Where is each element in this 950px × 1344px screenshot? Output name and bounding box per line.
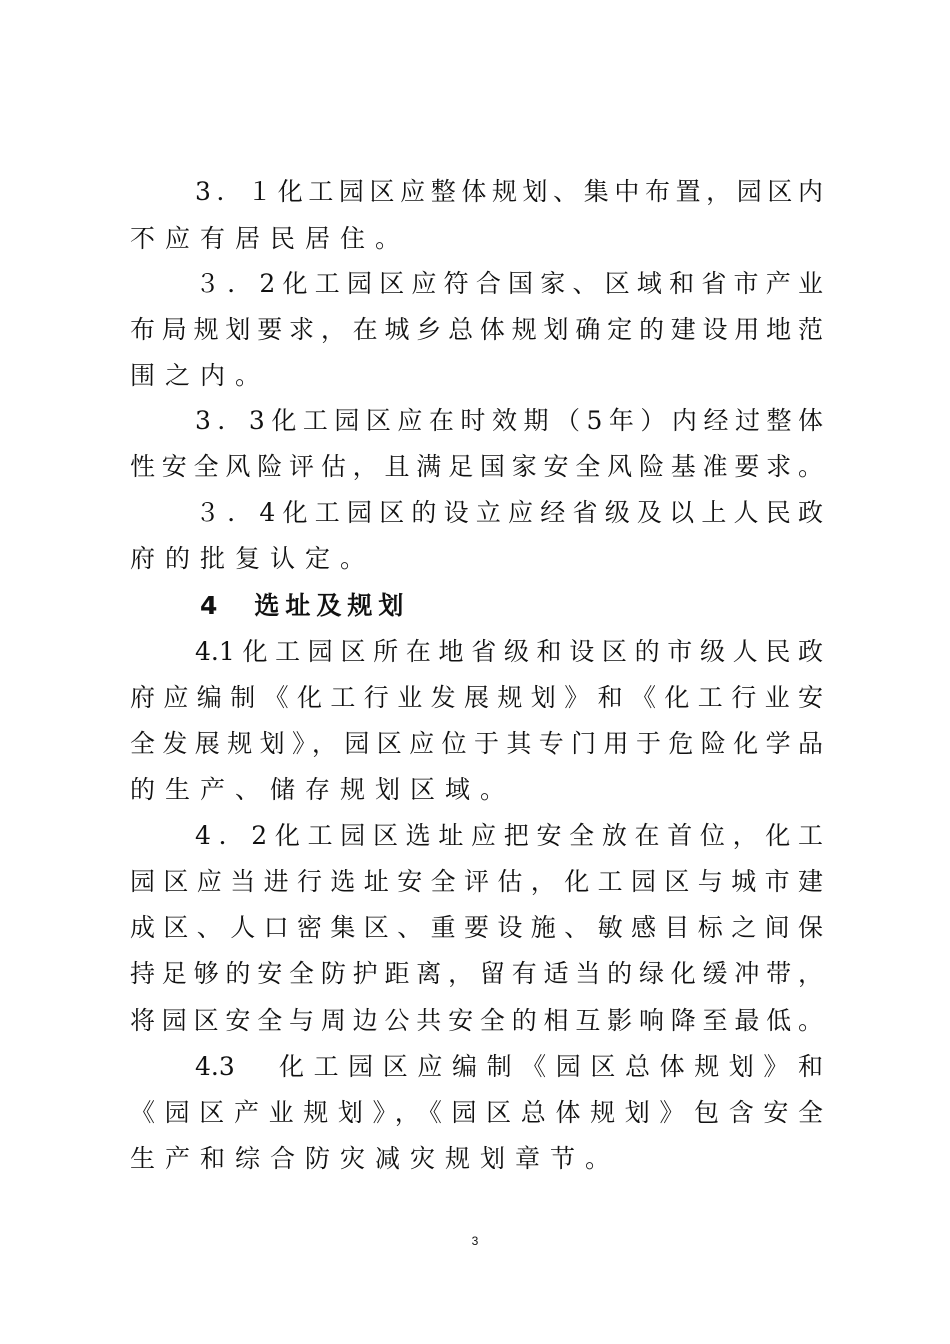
paragraph-3-2-line-2: 布局规划要求，在城乡总体规划确定的建设用地范	[130, 315, 823, 344]
paragraph-4-2-line-2: 园区应当进行选址安全评估，化工园区与城市建	[130, 867, 823, 896]
paragraph-4-2-line-3: 成区、人口密集区、重要设施、敏感目标之间保	[130, 913, 823, 942]
paragraph-3-1-line-2: 不应有居民居住。	[130, 224, 411, 253]
paragraph-4-1-line-1: 4.1化工园区所在地省级和设区的市级人民政	[195, 637, 823, 666]
paragraph-4-2-line-1: 4．2化工园区选址应把安全放在首位，化工	[195, 821, 823, 850]
paragraph-3-4-line-1: ３．4化工园区的设立应经省级及以上人民政	[195, 498, 823, 527]
paragraph-4-2-line-4: 持足够的安全防护距离，留有适当的绿化缓冲带，	[130, 959, 823, 988]
paragraph-4-3-line-3: 生产和综合防灾减灾规划章节。	[130, 1144, 621, 1173]
paragraph-3-3-line-1: 3．3化工园区应在时效期（5年）内经过整体	[195, 406, 823, 435]
paragraph-4-3-line-1: 4.3 化工园区应编制《园区总体规划》和	[195, 1052, 823, 1081]
paragraph-3-2-line-1: ３．2化工园区应符合国家、区域和省市产业	[195, 269, 823, 298]
paragraph-4-2-line-5: 将园区安全与周边公共安全的相互影响降至最低。	[130, 1006, 823, 1035]
page-number: 3	[471, 1234, 479, 1248]
paragraph-4-3-line-2: 《园区产业规划》，《园区总体规划》包含安全	[130, 1098, 823, 1127]
paragraph-3-1-line-1: 3．１化工园区应整体规划、集中布置，园区内	[195, 177, 823, 206]
paragraph-4-1-line-3: 全发展规划》，园区应位于其专门用于危险化学品	[130, 729, 823, 758]
paragraph-3-4-line-2: 府的批复认定。	[130, 544, 376, 573]
paragraph-4-1-line-2: 府应编制《化工行业发展规划》和《化工行业安	[130, 683, 823, 712]
section-4-heading: 4 选址及规划	[200, 591, 410, 620]
paragraph-4-1-line-4: 的生产、储存规划区域。	[130, 775, 516, 804]
paragraph-3-3-line-2: 性安全风险评估，且满足国家安全风险基准要求。	[130, 452, 823, 481]
paragraph-3-2-line-3: 围之内。	[130, 361, 271, 390]
